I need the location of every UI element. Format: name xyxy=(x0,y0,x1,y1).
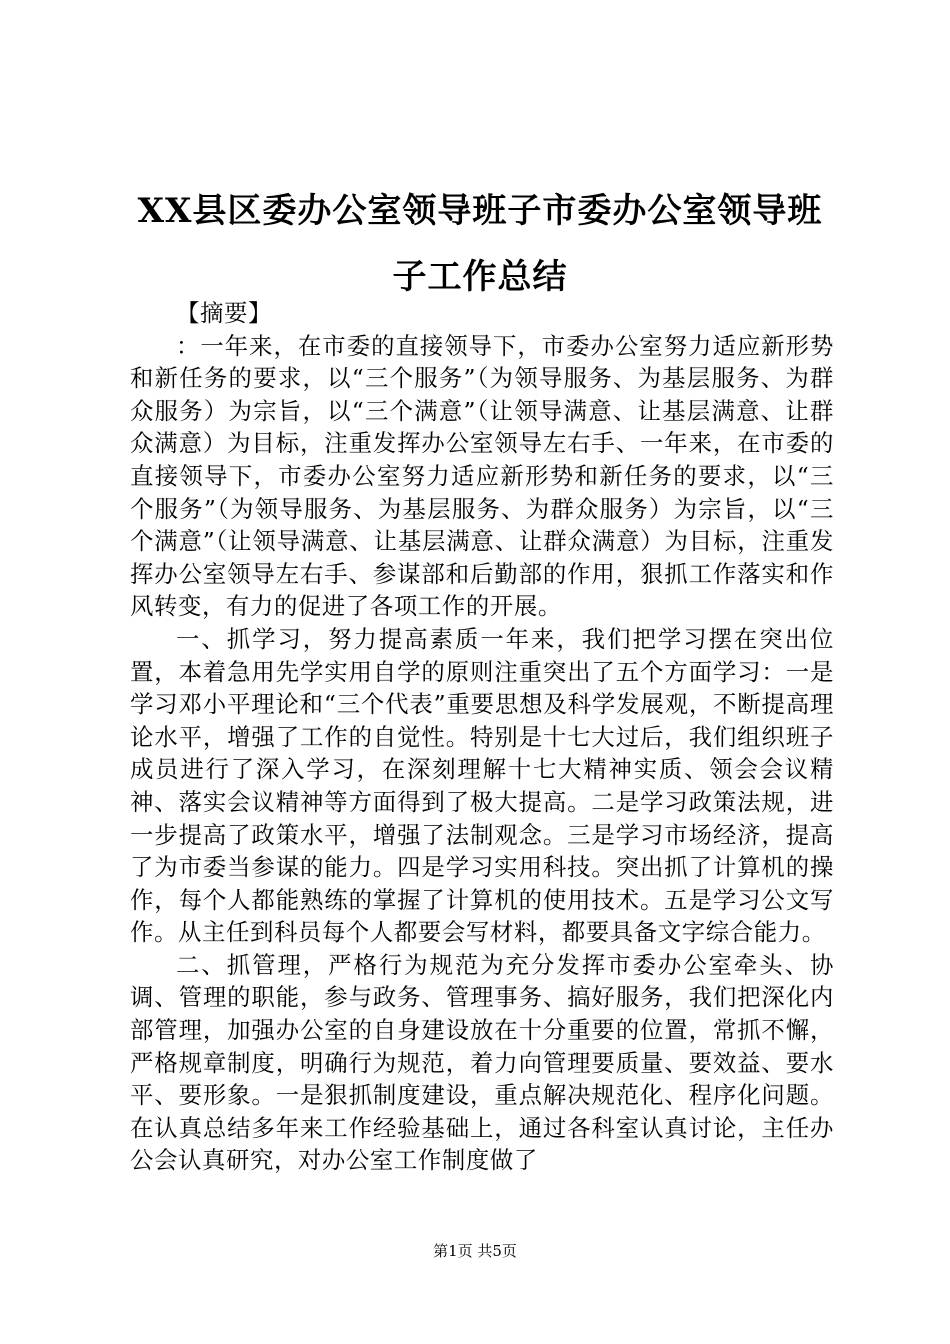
document-title xyxy=(100,178,860,310)
title-line-2: 子工作总结 xyxy=(392,257,568,297)
abstract-label: 【摘要】 xyxy=(176,299,272,327)
document-body xyxy=(130,297,834,1177)
paragraph-management: 二、抓管理，严格行为规范为充分发挥市委办公室牵头、协调、管理的职能，参与政务、管理事务、搞好服务，我们把深化内部管理，加强办公室的自身建设放在十分重要的位置，常抓不懈，严格规章制度，明确行为规范，着力向管理要质量、要效益、要水平、要形象。一是狠抓制度建设，重点解决规范化、程序化问题。在认真总结多年来工作经验基础上，通过各科室认真讨论，主任办公会认真研究，对办公室工作制度做了 xyxy=(130,950,834,1175)
page-footer: 第1页 共5页 xyxy=(433,1242,517,1260)
title-line-1: XX县区委办公室领导班子市委办公室领导班 xyxy=(137,191,823,231)
paragraph-abstract: ：一年来，在市委的直接领导下，市委办公室努力适应新形势和新任务的要求，以“三个服务”（为领导服务、为基层服务、为群众服务）为宗旨，以“三个满意”（让领导满意、让基层满意、让群众满意）为目标，注重发挥办公室领导左右手、一年来，在市委的直接领导下，市委办公室努力适应新形势和新任务的要求，以“三个服务”（为领导服务、为基层服务、为群众服务）为宗旨，以“三个满意”（让领导满意、让基层满意、让群众满意）为目标，注重发挥办公室领导左右手、参谋部和后勤部的作用，狠抓工作落实和作风转变，有力的促进了各项工作的开展。 xyxy=(130,331,834,621)
paragraph-study: 一、抓学习，努力提高素质一年来，我们把学习摆在突出位置，本着急用先学实用自学的原则注重突出了五个方面学习：一是学习邓小平理论和“三个代表”重要思想及科学发展观，不断提高理论水平，增强了工作的自觉性。特别是十七大过后，我们组织班子成员进行了深入学习，在深刻理解十七大精神实质、领会会议精神、落实会议精神等方面得到了极大提高。二是学习政策法规，进一步提高了政策水平，增强了法制观念。三是学习市场经济，提高了为市委当参谋的能力。四是学习实用科技。突出抓了计算机的操作，每个人都能熟练的掌握了计算机的使用技术。五是学习公文写作。从主任到科员每个人都要会写材料，都要具备文字综合能力。 xyxy=(130,624,834,947)
